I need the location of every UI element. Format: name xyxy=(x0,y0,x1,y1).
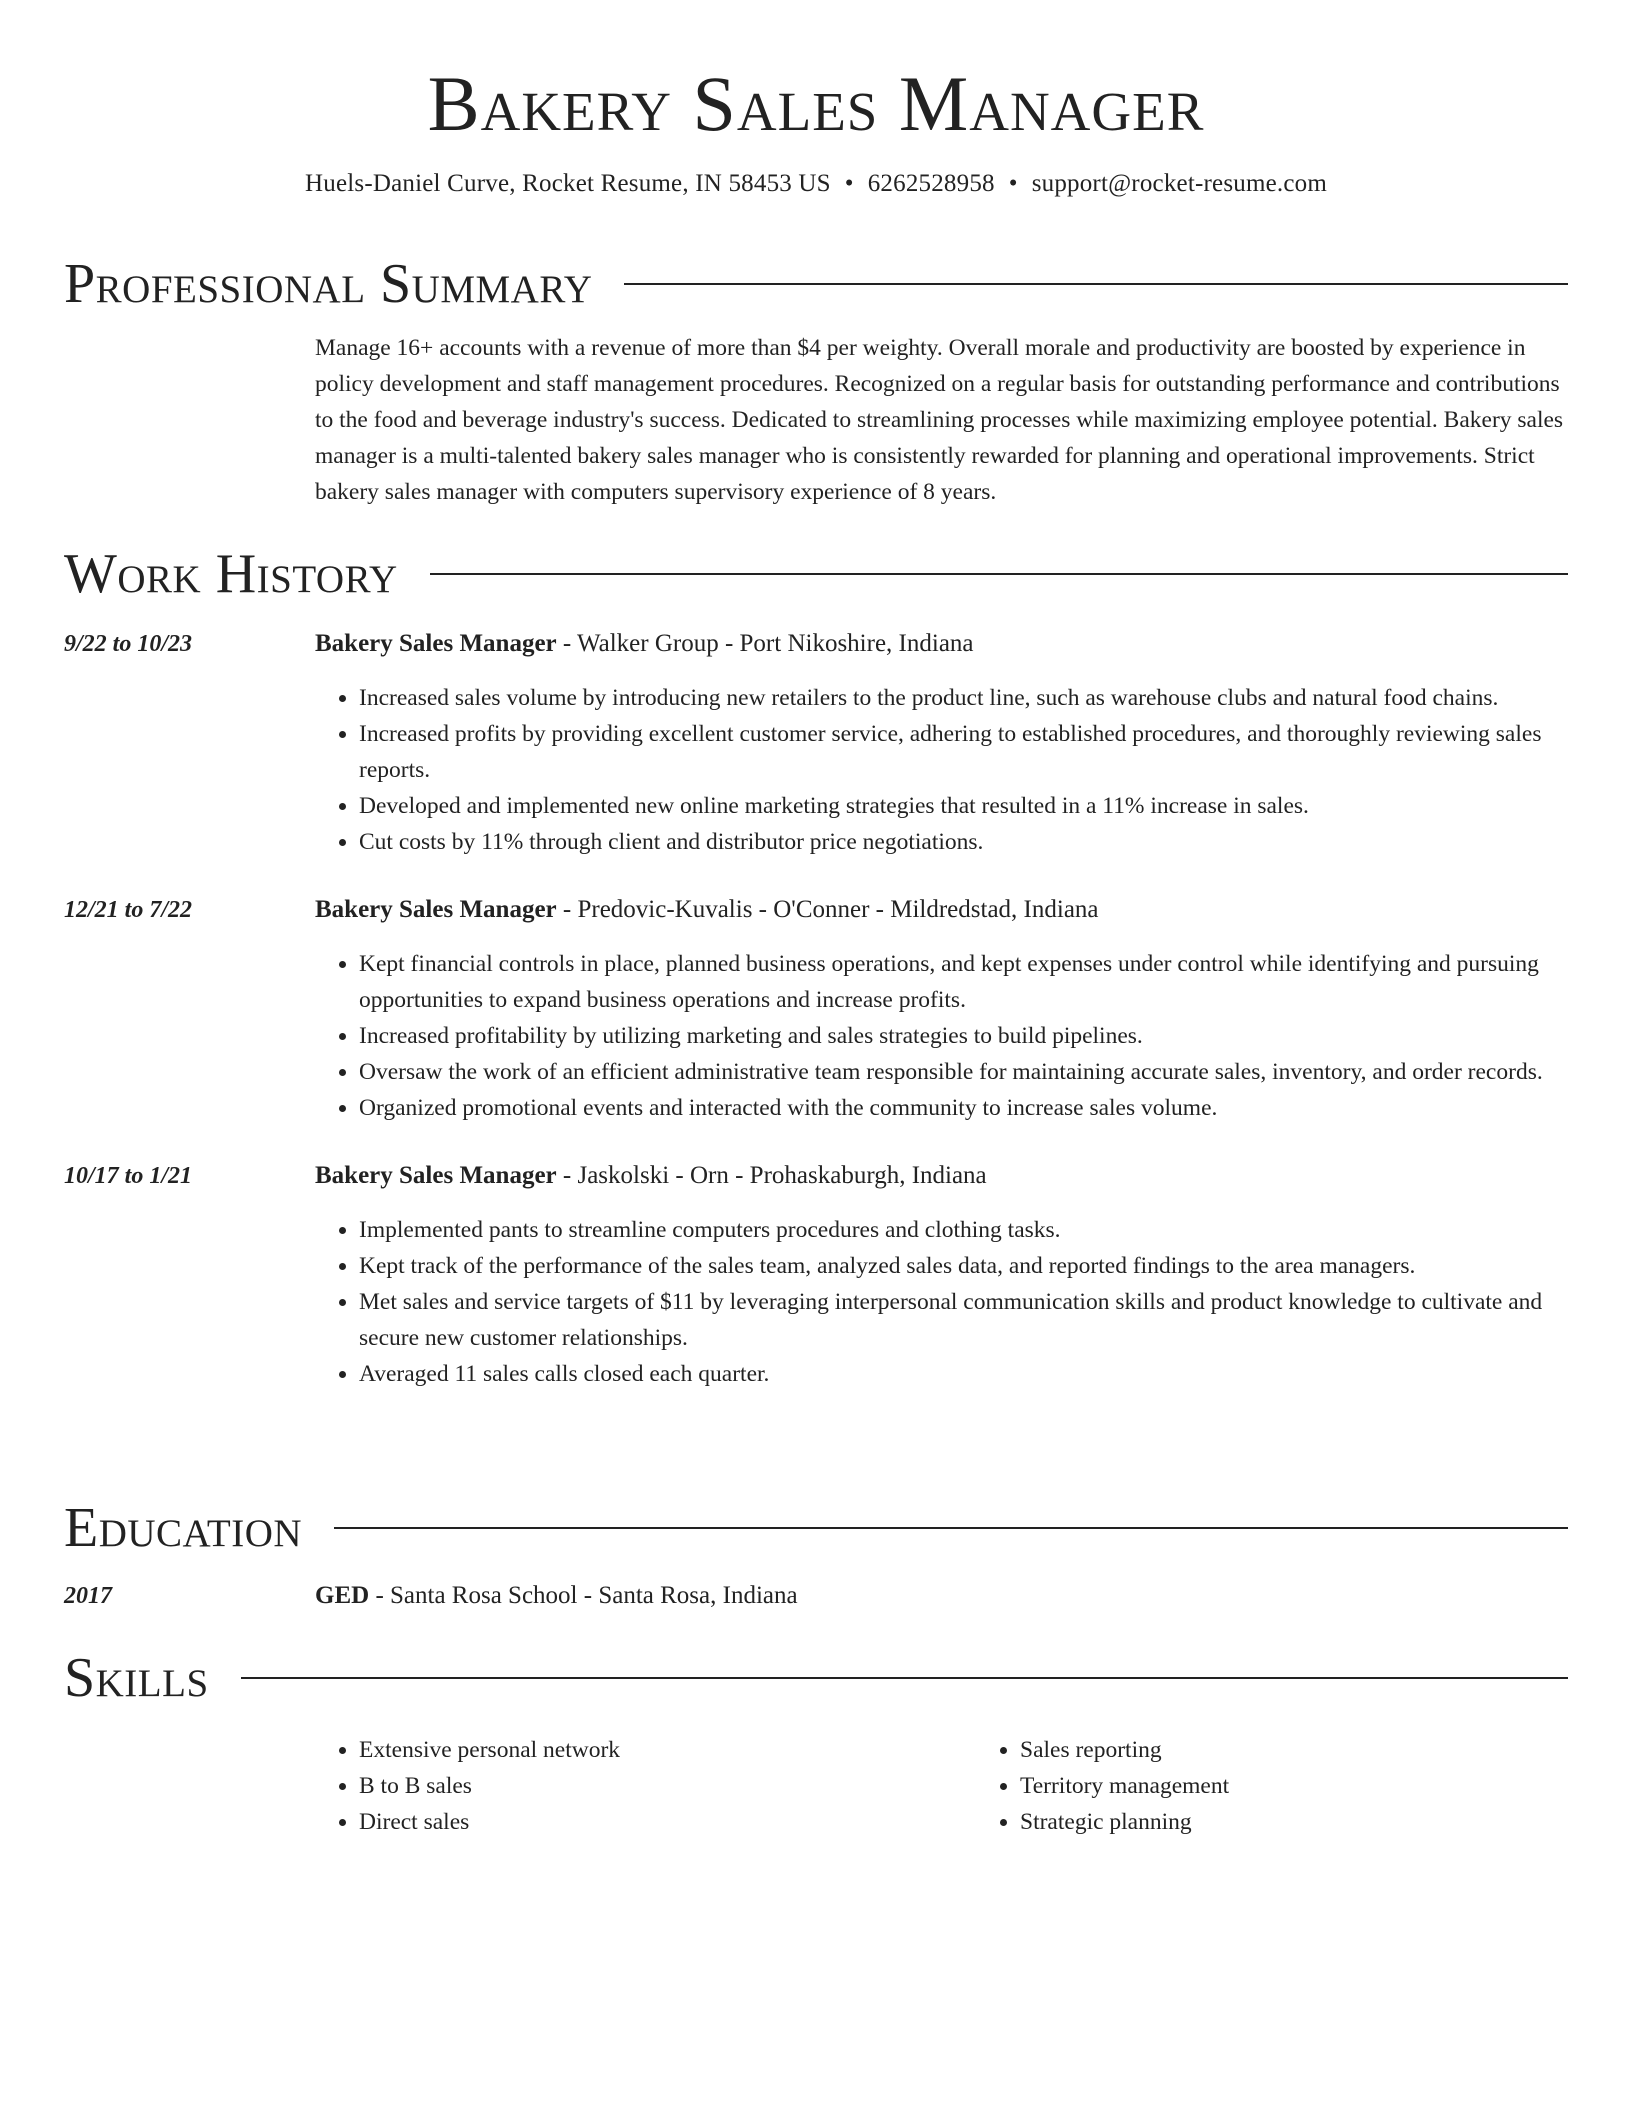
section-divider xyxy=(624,283,1568,285)
contact-separator: • xyxy=(1008,170,1018,197)
education-degree: GED xyxy=(315,1582,370,1609)
work-heading-row xyxy=(64,542,1568,606)
skills-heading-row xyxy=(64,1646,1568,1710)
job-bullets xyxy=(315,946,1568,1126)
job-dates: 12/21 to 7/22 xyxy=(64,897,193,923)
skills-list-left xyxy=(315,1732,976,1840)
job-entry xyxy=(64,626,1568,860)
job-header xyxy=(64,626,1568,662)
education-heading: Education xyxy=(64,1497,303,1559)
job-bullet: • Implemented pants to streamline computers procedures and clothing tasks. xyxy=(359,1212,1568,1248)
job-title: Bakery Sales Manager xyxy=(315,630,557,657)
job-header xyxy=(64,1158,1568,1194)
work-heading: Work History xyxy=(64,543,398,605)
skills-heading: Skills xyxy=(64,1647,209,1709)
job-bullet: • Oversaw the work of an efficient administrative team responsible for maintaining accurate sales, inventory, and order records. xyxy=(359,1054,1568,1090)
job-title-line xyxy=(315,892,1568,928)
job-title-line xyxy=(315,1158,1568,1194)
job-entry xyxy=(64,1158,1568,1392)
skill-item: • Extensive personal network xyxy=(359,1732,976,1768)
skills-list-right xyxy=(976,1732,1632,1840)
work-history-section xyxy=(64,542,1568,1392)
job-bullet: • Increased profits by providing excellent customer service, adhering to established procedures, and thoroughly reviewing sales reports. xyxy=(359,716,1568,788)
job-details: - Jaskolski - Orn - Prohaskaburgh, Indiana xyxy=(556,1162,987,1189)
skill-item: • B to B sales xyxy=(359,1768,976,1804)
summary-section xyxy=(64,252,1568,510)
job-title-line xyxy=(315,626,1568,662)
job-bullets xyxy=(315,1212,1568,1392)
education-heading-row xyxy=(64,1496,1568,1560)
education-section xyxy=(64,1496,1568,1614)
contact-address: Huels-Daniel Curve, Rocket Resume, IN 58453 US xyxy=(305,170,831,197)
job-dates: 9/22 to 10/23 xyxy=(64,631,193,657)
contact-email: support@rocket-resume.com xyxy=(1031,170,1327,197)
job-bullet: • Kept financial controls in place, planned business operations, and kept expenses under control while identifying and pursuing opportunities to expand business operations and increase profits. xyxy=(359,946,1568,1018)
job-bullet: • Kept track of the performance of the sales team, analyzed sales data, and reported findings to the area managers. xyxy=(359,1248,1568,1284)
summary-heading-row xyxy=(64,252,1568,316)
skill-item: • Territory management xyxy=(1020,1768,1632,1804)
section-divider xyxy=(334,1527,1568,1529)
section-divider xyxy=(241,1677,1568,1679)
job-details: - Walker Group - Port Nikoshire, Indiana xyxy=(556,630,974,657)
job-header xyxy=(64,892,1568,928)
job-bullet: • Developed and implemented new online marketing strategies that resulted in a 11% increase in sales. xyxy=(359,788,1568,824)
education-details: - Santa Rosa School - Santa Rosa, Indiana xyxy=(369,1582,798,1609)
summary-heading: Professional Summary xyxy=(64,253,593,315)
job-bullet: • Organized promotional events and interacted with the community to increase sales volume. xyxy=(359,1090,1568,1126)
skill-item: • Direct sales xyxy=(359,1804,976,1840)
job-bullet: • Increased sales volume by introducing new retailers to the product line, such as warehouse clubs and natural food chains. xyxy=(359,680,1568,716)
section-divider xyxy=(430,573,1568,575)
skills-columns xyxy=(315,1732,1568,1840)
contact-separator: • xyxy=(844,170,854,197)
resume-name: Bakery Sales Manager xyxy=(427,60,1205,147)
job-bullets xyxy=(315,680,1568,860)
education-year: 2017 xyxy=(64,1583,112,1609)
job-dates: 10/17 to 1/21 xyxy=(64,1163,193,1189)
job-details: - Predovic-Kuvalis - O'Conner - Mildredstad, Indiana xyxy=(556,896,1099,923)
job-title: Bakery Sales Manager xyxy=(315,1162,557,1189)
education-line xyxy=(315,1578,1568,1614)
job-entry xyxy=(64,892,1568,1126)
job-title: Bakery Sales Manager xyxy=(315,896,557,923)
education-entry xyxy=(64,1578,1568,1614)
job-bullet: • Met sales and service targets of $11 by leveraging interpersonal communication skills and product knowledge to cultivate and secure new customer relationships. xyxy=(359,1284,1568,1356)
skills-section xyxy=(64,1646,1568,1840)
job-bullet: • Increased profitability by utilizing marketing and sales strategies to build pipelines. xyxy=(359,1018,1568,1054)
contact-phone: 6262528958 xyxy=(867,170,995,197)
job-bullet: • Averaged 11 sales calls closed each quarter. xyxy=(359,1356,1568,1392)
skill-item: • Sales reporting xyxy=(1020,1732,1632,1768)
contact-line xyxy=(0,170,1632,198)
skill-item: • Strategic planning xyxy=(1020,1804,1632,1840)
summary-text: Manage 16+ accounts with a revenue of more than $4 per weighty. Overall morale and productivity are boosted by experience in policy development and staff management procedures. Recognized on a regular basis for outstanding performance and contributions to the food and beverage industry's success. Dedicated to streamlining processes while maximizing employee potential. Bakery sales manager is a multi-talented bakery sales manager who is consistently rewarded for planning and operational improvements. Strict bakery sales manager with computers supervisory experience of 8 years. xyxy=(315,335,1564,505)
job-bullet: • Cut costs by 11% through client and distributor price negotiations. xyxy=(359,824,1568,860)
